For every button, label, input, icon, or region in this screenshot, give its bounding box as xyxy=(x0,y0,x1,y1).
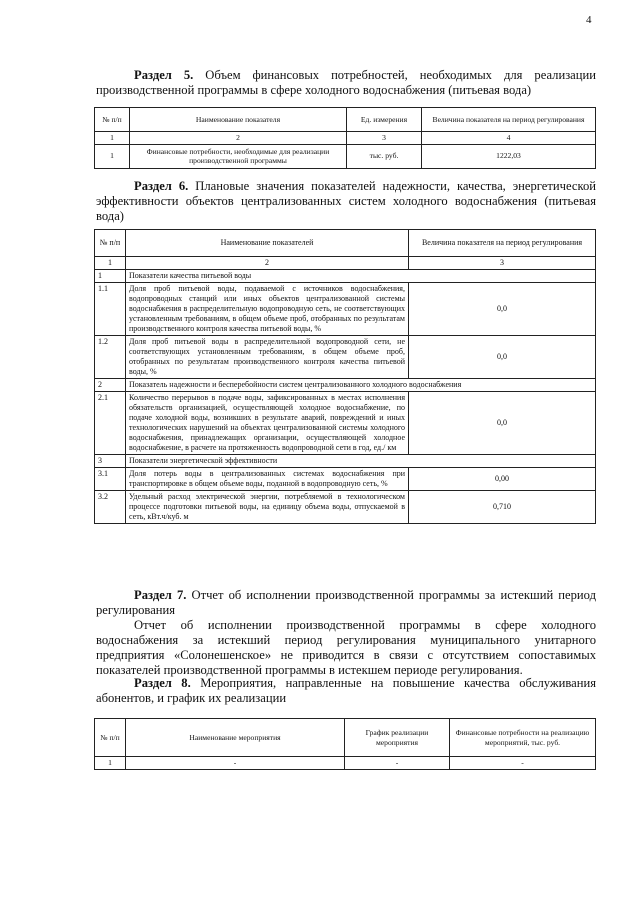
s6-item-num: 1.1 xyxy=(95,283,126,336)
s6-group-title: Показатели качества питьевой воды xyxy=(126,270,596,283)
s6-item-value: 0,0 xyxy=(409,336,596,379)
s5-header-num: № п/п xyxy=(95,108,130,132)
section7-heading xyxy=(96,588,596,618)
s5-row-unit: тыс. руб. xyxy=(347,144,422,168)
s6-group-title: Показатели энергетической эффективности xyxy=(126,455,596,468)
s5-row-num: 1 xyxy=(95,144,130,168)
section8-label: Раздел 8. xyxy=(134,676,191,690)
section5-table xyxy=(94,107,596,169)
s8-header-schedule: График реализации мероприятия xyxy=(345,719,450,757)
s5-index-2: 2 xyxy=(130,132,347,145)
s6-group-num: 2 xyxy=(95,379,126,392)
s5-header-name: Наименование показателя xyxy=(130,108,347,132)
s6-header-num: № п/п xyxy=(95,230,126,257)
s6-item-name: Количество перерывов в подаче воды, зафиксированных в местах исполнения обязательств организацией, осуществляющей холодное водоснабжение, по подаче холодной воды, возникших в результате аварий, повреждений и иных технологических нарушений на объектах централизованной системы холодного водоснабжения, принадлежащих организации, осуществляющей холодное водоснабжение, в расчете на протяженность водопроводной сети в год, ед./ км xyxy=(126,392,409,455)
section6-title: Плановые значения показателей надежности, качества, энергетической эффективности объектов централизованных систем холодного водоснабжения (питьевая вода) xyxy=(96,179,596,223)
s8-row-schedule: - xyxy=(345,757,450,770)
section7-label: Раздел 7. xyxy=(134,588,187,602)
s6-item-num: 1.2 xyxy=(95,336,126,379)
s5-index-4: 4 xyxy=(422,132,596,145)
s6-group-title: Показатель надежности и бесперебойности систем централизованного холодного водоснабжения xyxy=(126,379,596,392)
table-row xyxy=(95,468,596,491)
section8-table xyxy=(94,718,596,770)
s6-index-3: 3 xyxy=(409,257,596,270)
s6-index-2: 2 xyxy=(126,257,409,270)
s8-row-num: 1 xyxy=(95,757,126,770)
s6-item-num: 2.1 xyxy=(95,392,126,455)
section5-label: Раздел 5. xyxy=(134,68,194,82)
s6-item-name: Доля проб питьевой воды в распределительной водопроводной сети, не соответствующих установленным требованиям, в общем объеме проб, отобранных по результатам производственного контроля качества питьевой воды, % xyxy=(126,336,409,379)
s8-row-finance: - xyxy=(450,757,596,770)
table-row xyxy=(95,757,596,770)
section6-label: Раздел 6. xyxy=(134,179,189,193)
s6-item-value: 0,710 xyxy=(409,491,596,524)
section8-title: Мероприятия, направленные на повышение качества обслуживания абонентов, и график их реализации xyxy=(96,676,596,705)
s6-group-num: 3 xyxy=(95,455,126,468)
s8-header-finance: Финансовые потребности на реализацию мероприятий, тыс. руб. xyxy=(450,719,596,757)
s6-group-num: 1 xyxy=(95,270,126,283)
section6-heading xyxy=(96,179,596,224)
section7-body: Отчет об исполнении производственной программы в сфере холодного водоснабжения за истекший период регулирования муниципального унитарного предприятия «Солонешенское» не приводится в связи с отсутствием сопоставимых показателей производственной программы в истекшем периоде регулирования. xyxy=(96,618,596,677)
s5-index-1: 1 xyxy=(95,132,130,145)
s6-item-num: 3.1 xyxy=(95,468,126,491)
table-row xyxy=(95,283,596,336)
s6-item-name: Доля проб питьевой воды, подаваемой с источников водоснабжения, водопроводных станций или иных объектов централизованной системы водоснабжения в распределительную водопроводную сеть, не соответствующих установленным требованиям, в общем объеме проб, отобранных по результатам производственного контроля качества питьевой воды, % xyxy=(126,283,409,336)
s6-item-value: 0,0 xyxy=(409,392,596,455)
s6-item-num: 3.2 xyxy=(95,491,126,524)
s5-header-unit: Ед. измерения xyxy=(347,108,422,132)
section5-title: Объем финансовых потребностей, необходимых для реализации производственной программы в сфере холодного водоснабжения (питьевая вода) xyxy=(96,68,596,97)
s8-header-name: Наименование мероприятия xyxy=(126,719,345,757)
section7-title: Отчет об исполнении производственной программы за истекший период регулирования xyxy=(96,588,596,617)
section6-table xyxy=(94,229,596,524)
s8-header-num: № п/п xyxy=(95,719,126,757)
table-row xyxy=(95,144,596,168)
page-number: 4 xyxy=(586,14,592,26)
table-row xyxy=(95,336,596,379)
section5-heading xyxy=(96,68,596,98)
s5-row-value: 1222,03 xyxy=(422,144,596,168)
s5-index-3: 3 xyxy=(347,132,422,145)
s6-header-value: Величина показателя на период регулирования xyxy=(409,230,596,257)
s6-item-name: Доля потерь воды в централизованных системах водоснабжения при транспортировке в общем объеме воды, поданной в водопроводную сеть, % xyxy=(126,468,409,491)
s6-item-name: Удельный расход электрической энергии, потребляемой в технологическом процессе подготовки питьевой воды, на единицу объема воды, отпускаемой в сеть, кВт.ч/куб. м xyxy=(126,491,409,524)
table-row xyxy=(95,491,596,524)
section8-heading xyxy=(96,676,596,706)
s5-header-value: Величина показателя на период регулирования xyxy=(422,108,596,132)
s6-item-value: 0,00 xyxy=(409,468,596,491)
table-row xyxy=(95,392,596,455)
s6-header-name: Наименование показателей xyxy=(126,230,409,257)
s8-row-name: - xyxy=(126,757,345,770)
s5-row-name: Финансовые потребности, необходимые для реализации производственной программы xyxy=(130,144,347,168)
s6-index-1: 1 xyxy=(95,257,126,270)
s6-item-value: 0,0 xyxy=(409,283,596,336)
